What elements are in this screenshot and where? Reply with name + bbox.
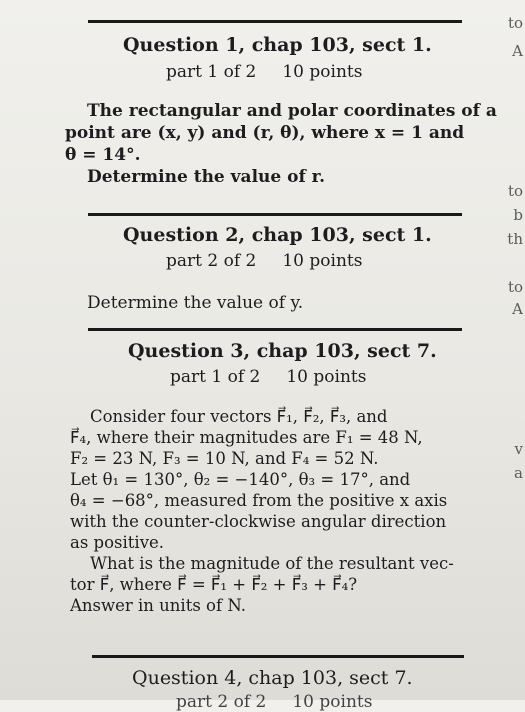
margin-fragment: a [514, 464, 523, 482]
question-1-line: point are (x, y) and (r, θ), where x = 1 and [65, 123, 465, 143]
question-2-line: Determine the value of y. [87, 293, 304, 313]
margin-fragment: A [512, 300, 523, 318]
question-3-header: Question 3, chap 103, sect 7. [128, 340, 437, 362]
question-2-text [87, 292, 467, 314]
adjacent-column-fragments [507, 0, 525, 700]
question-3-line: with the counter-clockwise angular direction [70, 512, 447, 531]
margin-fragment: to [507, 14, 523, 32]
question-3-line: Let θ₁ = 130°, θ₂ = −140°, θ₃ = 17°, and [70, 470, 411, 489]
margin-fragment: A [512, 42, 523, 60]
margin-fragment: to [507, 182, 523, 200]
margin-fragment: b [513, 206, 523, 224]
margin-fragment: th [507, 230, 523, 248]
question-2-points: 10 points [282, 251, 363, 271]
question-3-line: Consider four vectors F⃗₁, F⃗₂, F⃗₃, and [90, 407, 388, 426]
question-3-line: tor F⃗, where F⃗ = F⃗₁ + F⃗₂ + F⃗₃ + F⃗₄? [70, 575, 358, 594]
question-2-header: Question 2, chap 103, sect 1. [123, 224, 432, 246]
question-3-line: as positive. [70, 533, 165, 552]
question-2-part: part 2 of 2 [166, 251, 257, 271]
question-2-part-line [166, 251, 362, 271]
question-4-part-line [176, 692, 372, 712]
question-4-points: 10 points [292, 692, 373, 712]
question-3-line: θ₄ = −68°, measured from the positive x axis [70, 491, 448, 510]
question-1-header: Question 1, chap 103, sect 1. [123, 34, 432, 56]
divider-rule [88, 213, 462, 216]
question-3-text [70, 406, 480, 616]
question-1-line: The rectangular and polar coordinates of a [87, 101, 497, 121]
question-3-line: F₂ = 23 N, F₃ = 10 N, and F₄ = 52 N. [70, 449, 379, 468]
question-3-line: Answer in units of N. [70, 596, 246, 615]
question-3-points: 10 points [286, 367, 367, 387]
question-1-part: part 1 of 2 [166, 62, 257, 82]
question-1-line: θ = 14°. [65, 145, 141, 165]
divider-rule [88, 20, 462, 23]
question-3-line: F⃗₄, where their magnitudes are F₁ = 48 N, [70, 428, 423, 447]
divider-rule [88, 328, 462, 331]
divider-rule [92, 655, 464, 658]
question-3-line: What is the magnitude of the resultant vec- [90, 554, 454, 573]
question-1-points: 10 points [282, 62, 363, 82]
question-1-part-line [166, 62, 362, 82]
question-1-line: Determine the value of r. [87, 167, 325, 187]
question-3-part: part 1 of 2 [170, 367, 261, 387]
question-1-text [65, 100, 497, 188]
margin-fragment: v [514, 440, 523, 458]
question-3-part-line [170, 367, 366, 387]
question-4-part: part 2 of 2 [176, 692, 267, 712]
question-4-header: Question 4, chap 103, sect 7. [132, 667, 413, 689]
margin-fragment: to [507, 278, 523, 296]
